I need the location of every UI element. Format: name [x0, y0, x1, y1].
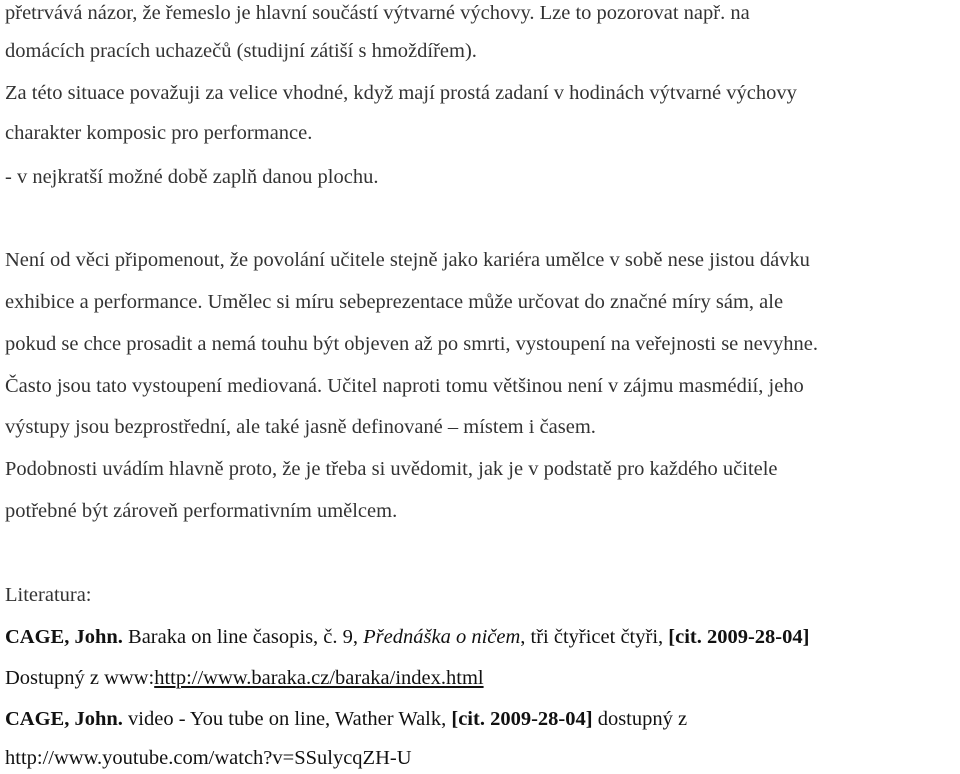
- paragraph-line: potřebné být zároveň performativním umělcem.: [5, 500, 398, 522]
- paragraph-line: exhibice a performance. Umělec si míru sebeprezentace může určovat do značné míry sám, ale: [5, 291, 784, 313]
- reference-cit: [cit. 2009-28-04]: [668, 626, 810, 648]
- paragraph-line: Za této situace považuji za velice vhodné, když mají prostá zadaní v hodinách výtvarné výchovy: [5, 82, 797, 104]
- paragraph-line: - v nejkratší možné době zaplň danou plochu.: [5, 166, 379, 188]
- reference-title: Baraka on line časopis, č. 9,: [122, 626, 364, 648]
- reference-author: CAGE, John.: [5, 626, 123, 648]
- reference-title-italic: Přednáška o ničem: [363, 626, 521, 648]
- reference-author: CAGE, John.: [5, 708, 123, 730]
- reference-title-suffix: , tři čtyřicet čtyři,: [520, 626, 669, 648]
- paragraph-line: Často jsou tato vystoupení mediovaná. Učitel naproti tomu většinou není v zájmu masmédií, jeho: [5, 375, 804, 397]
- paragraph-line: Podobnosti uvádím hlavně proto, že je třeba si uvědomit, jak je v podstatě pro každého učitele: [5, 458, 778, 480]
- reference-2: [5, 706, 687, 732]
- reference-title: video - You tube on line, Wather Walk,: [122, 708, 452, 730]
- paragraph-line: charakter komposic pro performance.: [5, 122, 313, 144]
- paragraph-line: Není od věci připomenout, že povolání učitele stejně jako kariéra umělce v sobě nese jistou dávku: [5, 249, 810, 271]
- reference-1: [5, 624, 809, 650]
- reference-link[interactable]: http://www.baraka.cz/baraka/index.html: [154, 667, 484, 689]
- reference-available-label: Dostupný z www:: [5, 667, 155, 689]
- paragraph-line: domácích pracích uchazečů (studijní zátiší s hmoždířem).: [5, 40, 477, 62]
- literature-heading: Literatura:: [5, 584, 92, 606]
- paragraph-line: přetrvává názor, že řemeslo je hlavní součástí výtvarné výchovy. Lze to pozorovat např. na: [5, 2, 750, 24]
- paragraph-line: pokud se chce prosadit a nemá touhu být objeven až po smrti, vystoupení na veřejnosti se nevyhne.: [5, 333, 818, 355]
- paragraph-line: výstupy jsou bezprostřední, ale také jasně definované – místem i časem.: [5, 416, 596, 438]
- reference-2-url[interactable]: http://www.youtube.com/watch?v=SSulycqZH-U: [5, 747, 412, 769]
- reference-1-availability: [5, 665, 484, 691]
- reference-cit: [cit. 2009-28-04]: [451, 708, 593, 730]
- reference-available-label: dostupný z: [592, 708, 688, 730]
